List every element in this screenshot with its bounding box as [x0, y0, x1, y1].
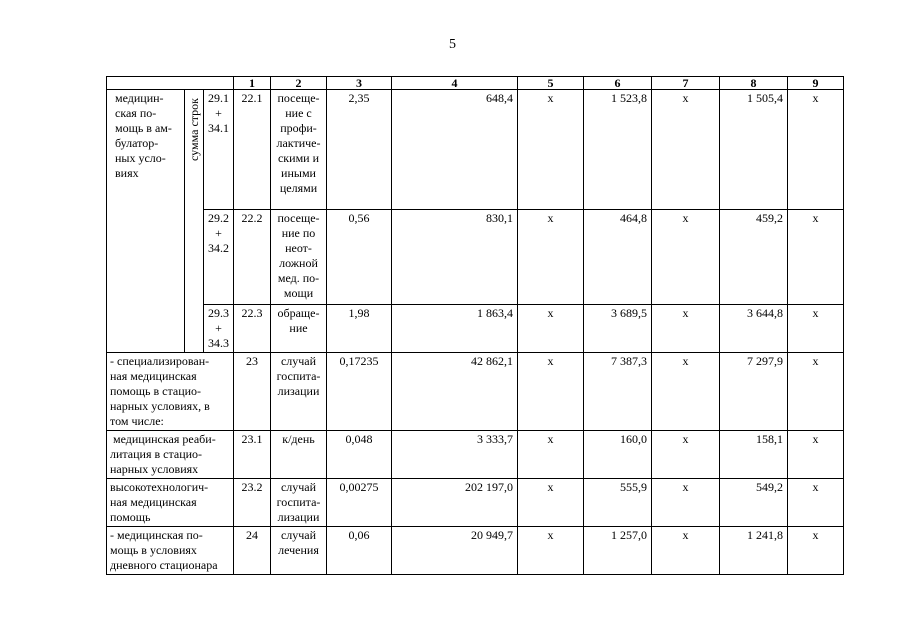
header-col-7: 7 — [652, 77, 720, 90]
table-row — [107, 90, 844, 210]
row-v6: 7 387,3 — [584, 353, 652, 431]
row-code: 22.1 — [234, 90, 271, 210]
row-v5: х — [518, 210, 584, 305]
row-v8: 3 644,8 — [720, 305, 788, 353]
row-v4: 3 333,7 — [392, 431, 518, 479]
row-v8: 549,2 — [720, 479, 788, 527]
row-unit: случай госпита- лизации — [271, 479, 327, 527]
row-v7: х — [652, 90, 720, 210]
table-row — [107, 353, 844, 431]
row-unit: обраще- ние — [271, 305, 327, 353]
table-row — [107, 431, 844, 479]
row-code: 24 — [234, 527, 271, 575]
row-v3: 0,56 — [327, 210, 392, 305]
row-sub: 29.3 + 34.3 — [204, 305, 234, 353]
row-v8: 1 241,8 — [720, 527, 788, 575]
row-v9: х — [788, 90, 844, 210]
row-v7: х — [652, 210, 720, 305]
row-v3: 1,98 — [327, 305, 392, 353]
row-v6: 1 257,0 — [584, 527, 652, 575]
table-row — [107, 305, 844, 353]
row-v7: х — [652, 479, 720, 527]
row-v7: х — [652, 431, 720, 479]
row-v5: х — [518, 353, 584, 431]
data-table — [106, 76, 844, 575]
row-code: 22.3 — [234, 305, 271, 353]
header-row — [107, 77, 844, 90]
row-v5: х — [518, 431, 584, 479]
header-blank-cell — [107, 77, 234, 90]
row-unit: посеще- ние с профи- лактиче- скими и иными целями — [271, 90, 327, 210]
row-code: 22.2 — [234, 210, 271, 305]
header-col-1: 1 — [234, 77, 271, 90]
row-v5: х — [518, 305, 584, 353]
row-v6: 1 523,8 — [584, 90, 652, 210]
row-v4: 42 862,1 — [392, 353, 518, 431]
row-v6: 3 689,5 — [584, 305, 652, 353]
row-v9: х — [788, 353, 844, 431]
row-v8: 1 505,4 — [720, 90, 788, 210]
header-col-5: 5 — [518, 77, 584, 90]
row-v3: 2,35 — [327, 90, 392, 210]
row-v7: х — [652, 305, 720, 353]
row-v4: 830,1 — [392, 210, 518, 305]
row-v5: х — [518, 479, 584, 527]
row-v4: 202 197,0 — [392, 479, 518, 527]
row-v8: 459,2 — [720, 210, 788, 305]
sum-label-cell — [185, 90, 204, 353]
row-unit: случай лечения — [271, 527, 327, 575]
row-name: - медицинская по- мощь в условиях дневного стационара — [107, 527, 234, 575]
row-code: 23.2 — [234, 479, 271, 527]
header-col-3: 3 — [327, 77, 392, 90]
row-v4: 1 863,4 — [392, 305, 518, 353]
table-row — [107, 527, 844, 575]
row-v4: 20 949,7 — [392, 527, 518, 575]
row-v3: 0,048 — [327, 431, 392, 479]
row-v9: х — [788, 305, 844, 353]
row-unit: к/день — [271, 431, 327, 479]
row-v6: 555,9 — [584, 479, 652, 527]
header-col-9: 9 — [788, 77, 844, 90]
row-v9: х — [788, 431, 844, 479]
row-sub: 29.2 + 34.2 — [204, 210, 234, 305]
row-v8: 7 297,9 — [720, 353, 788, 431]
row-v9: х — [788, 479, 844, 527]
table-row — [107, 210, 844, 305]
row-v7: х — [652, 527, 720, 575]
row-sub: 29.1 + 34.1 — [204, 90, 234, 210]
row-name: высокотехнологич- ная медицинская помощь — [107, 479, 234, 527]
header-col-6: 6 — [584, 77, 652, 90]
page-number: 5 — [449, 37, 456, 52]
header-col-8: 8 — [720, 77, 788, 90]
row-v3: 0,06 — [327, 527, 392, 575]
sum-label: сумма строк — [186, 98, 201, 161]
row-v5: х — [518, 527, 584, 575]
row-code: 23.1 — [234, 431, 271, 479]
row-v7: х — [652, 353, 720, 431]
row-name: медицин- ская по- мощь в ам- булатор- ных усло- виях — [107, 90, 185, 353]
row-v9: х — [788, 527, 844, 575]
row-v3: 0,00275 — [327, 479, 392, 527]
header-col-4: 4 — [392, 77, 518, 90]
header-col-2: 2 — [271, 77, 327, 90]
row-unit: случай госпита- лизации — [271, 353, 327, 431]
row-v8: 158,1 — [720, 431, 788, 479]
row-name: медицинская реаби- литация в стацио- нарных условиях — [107, 431, 234, 479]
table-row — [107, 479, 844, 527]
row-v5: х — [518, 90, 584, 210]
row-name: - специализирован- ная медицинская помощь в стацио- нарных условиях, в том числе: — [107, 353, 234, 431]
row-code: 23 — [234, 353, 271, 431]
row-v6: 464,8 — [584, 210, 652, 305]
row-v6: 160,0 — [584, 431, 652, 479]
row-unit: посеще- ние по неот- ложной мед. по- мощи — [271, 210, 327, 305]
row-v4: 648,4 — [392, 90, 518, 210]
row-v3: 0,17235 — [327, 353, 392, 431]
row-v9: х — [788, 210, 844, 305]
